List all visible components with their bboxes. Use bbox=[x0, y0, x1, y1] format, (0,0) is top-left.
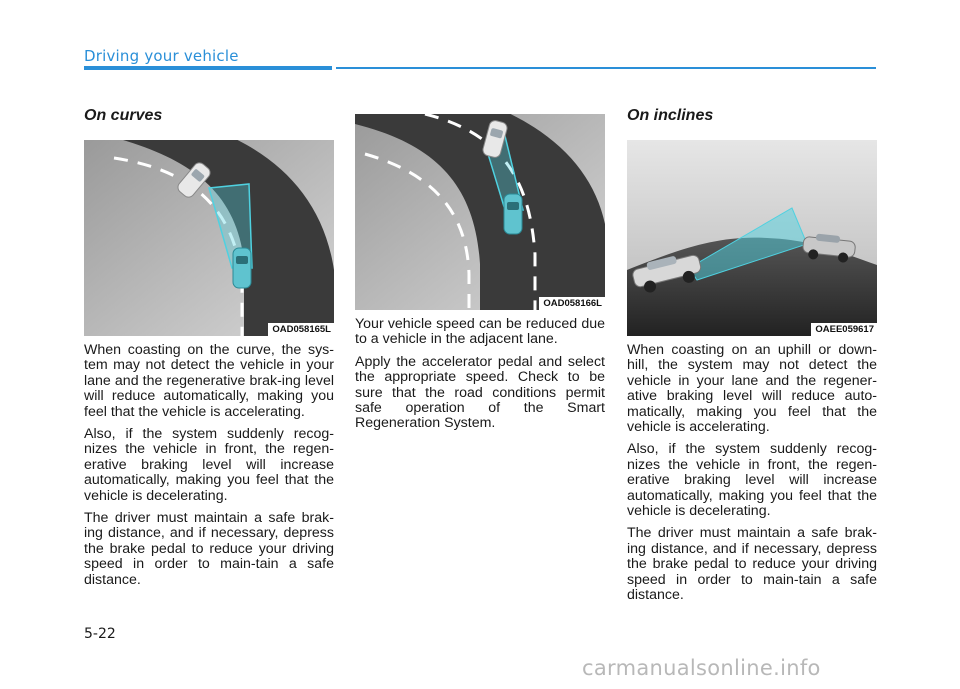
two-lane-curve-illustration bbox=[355, 114, 605, 310]
heading-on-inclines: On inclines bbox=[627, 107, 714, 124]
column-adjacent-lane bbox=[355, 114, 605, 432]
column-on-curves bbox=[84, 107, 334, 588]
heading-on-curves: On curves bbox=[84, 107, 163, 124]
watermark: carmanualsonline.info bbox=[582, 656, 821, 680]
section-header-title: Driving your vehicle bbox=[84, 47, 239, 65]
figure-code: OAD058166L bbox=[539, 297, 605, 310]
figure-two-lane-curve bbox=[355, 114, 605, 310]
paragraph: Your vehicle speed can be reduced due to a vehicle in the adjacent lane. bbox=[355, 316, 605, 348]
curve-road-illustration bbox=[84, 140, 334, 336]
hill-illustration bbox=[627, 140, 877, 336]
paragraph: When coasting on an uphill or down-hill, the system may not detect the vehicle in your lane and the regener-ative braking level will reduce auto-matically, making you feel that the vehicle is accelerating. bbox=[627, 342, 877, 436]
paragraph: Also, if the system suddenly recog-nizes the vehicle in front, the regen-erative braking level will increase automatically, making you feel that the vehicle is decelerating. bbox=[84, 426, 334, 504]
header-rule-thick bbox=[84, 66, 332, 70]
figure-hill bbox=[627, 140, 877, 336]
figure-code: OAD058165L bbox=[268, 323, 334, 336]
figure-code: OAEE059617 bbox=[811, 323, 877, 336]
figure-curve-road bbox=[84, 140, 334, 336]
paragraph: Apply the accelerator pedal and select the appropriate speed. Check to be sure that the road conditions permit safe operation of the Smart Regeneration System. bbox=[355, 353, 605, 432]
paragraph: The driver must maintain a safe brak-ing distance, and if necessary, depress the brake pedal to reduce your driving speed in order to main-tain a safe distance. bbox=[627, 525, 877, 604]
header-rule-thin bbox=[336, 67, 876, 69]
page-number: 5-22 bbox=[84, 626, 116, 642]
paragraph: Also, if the system suddenly recog-nizes the vehicle in front, the regen-erative braking level will increase automatically, making you feel that the vehicle is decelerating. bbox=[627, 441, 877, 520]
paragraph: The driver must maintain a safe brak-ing distance, and if necessary, depress the brake pedal to reduce your driving speed in order to main-tain a safe distance. bbox=[84, 510, 334, 588]
paragraph: When coasting on the curve, the sys-tem may not detect the vehicle in your lane and the regenerative brak-ing level will reduce automatically, making you feel that the vehicle is accelerating. bbox=[84, 342, 334, 420]
column-on-inclines bbox=[627, 107, 877, 604]
